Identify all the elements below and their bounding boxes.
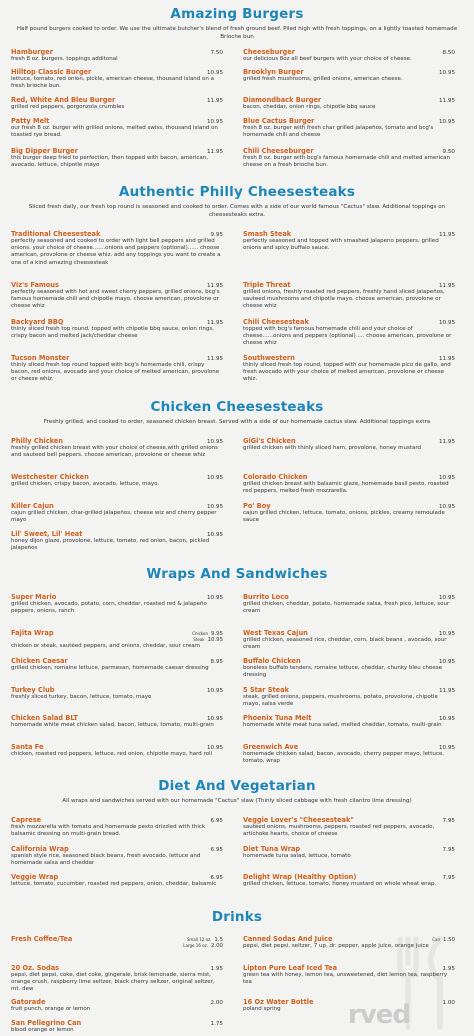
item-description: grilled red peppers, gorgonzola crumbles	[11, 104, 125, 110]
item-description: blood orange or lemon	[11, 1027, 74, 1033]
item-description: grilled chicken, avocado, potato, corn, cheddar, roasted red & jalapeño peppers, onions, ranch	[11, 601, 207, 615]
item-price: 10.95	[206, 716, 223, 722]
item-price: 6.95	[210, 847, 223, 853]
section-title-chicken-cheesesteaks: Chicken Cheesesteaks	[150, 399, 324, 415]
item-description: perfectly seasoned and topped with smashed jalapeno peppers, grilled onions and spicy buffalo sauce.	[243, 238, 439, 252]
item-name: Burrito Loco	[243, 593, 289, 601]
item-price: 7.95	[442, 847, 455, 853]
item-price: 11.95	[438, 688, 455, 694]
item-description: fresh 8 oz. burgers. toppings additonal	[11, 56, 118, 62]
item-name: Hamburger	[11, 48, 53, 56]
section-title-wraps: Wraps And Sandwiches	[146, 566, 328, 582]
item-price: 11.95	[438, 283, 455, 289]
item-name: Red, White And Bleu Burger	[11, 96, 116, 104]
menu-item	[11, 68, 223, 90]
item-name: Blue Cactus Burger	[243, 117, 315, 125]
item-description: this burger deep fried to perfection, then topped with bacon, american, avocado, lettuce, chipotle mayo	[11, 155, 209, 169]
menu-item	[243, 657, 455, 679]
section-intro-chicken-cheesesteaks: Freshly grilled, and cooked to order, seasoned chicken breast. Served with a side of our homemade cactus slaw. Additional toppings extra	[43, 419, 431, 425]
item-name: Gatorade	[11, 998, 46, 1006]
item-description: grilled chicken with thinly sliced ham, provolone, honey mustard	[243, 445, 422, 451]
item-name: Santa Fe	[11, 743, 44, 751]
item-price: 10.95	[438, 631, 455, 637]
item-name: Traditional Cheesesteak	[11, 230, 101, 238]
item-description: fresh 8 oz. burger with fresh char grilled jalapeños, tomato and bcg's homemade chili and cheese	[243, 125, 434, 139]
item-name: 5 Star Steak	[243, 686, 289, 694]
item-name: Buffalo Chicken	[243, 657, 301, 665]
item-description: homemade white meat chicken salad, bacon, lettuce, tomato, multi-grain	[11, 722, 214, 728]
item-price: 10.95	[438, 716, 455, 722]
price-option: Chicken 9.95	[192, 631, 223, 637]
section-title-cheesesteaks: Authentic Philly Cheesesteaks	[118, 184, 356, 200]
item-description: fruit punch, orange or lemon	[11, 1006, 91, 1012]
item-name: Delight Wrap (Healthy Option)	[243, 873, 357, 881]
item-description: freshly sliced turkey, bacon, lettuce, tomato, mayo	[11, 694, 152, 700]
menu-item	[11, 998, 223, 1013]
item-description: grilled chicken breast with balsamic glaze, homemade basil pesto, roasted red peppers, melted fresh mozzarella.	[243, 481, 449, 495]
item-name: Diet Tuna Wrap	[243, 845, 301, 853]
item-price: 7.50	[210, 50, 223, 56]
watermark-brand-text: rved	[348, 1000, 411, 1030]
item-description: boneless buffalo tenders, romaine lettuce, cheddar, chunky bleu cheese dressing	[243, 665, 443, 679]
item-price: 10.95	[206, 532, 223, 538]
item-description: our fresh 8 oz. burger with grilled onions, melted swiss, thousand island on toasted rye bread.	[11, 125, 218, 139]
menu-item	[243, 147, 455, 169]
item-name: Phoenix Tuna Melt	[243, 714, 312, 722]
item-price: 11.95	[206, 320, 223, 326]
item-description: grilled chicken, seasoned rice, cheddar, corn, black beans , avocado, sour cream	[243, 637, 447, 651]
item-name: Po' Boy	[243, 502, 271, 510]
item-description: fresh 8 oz. burger with bcg's famous homemade chili and melted american cheese on a fresh brioche bun.	[243, 155, 450, 169]
item-name: 20 Oz. Sodas	[11, 964, 60, 972]
section-title-burgers: Amazing Burgers	[170, 6, 304, 22]
menu-item	[243, 845, 455, 860]
section-title-diet: Diet And Vegetarian	[158, 778, 316, 794]
item-name: Triple Threat	[243, 281, 291, 289]
item-description: homemade chicken salad, bacon, avocado, cherry pepper mayo, lettuce, tomato, wrap	[243, 751, 444, 765]
item-price: 7.95	[442, 818, 455, 824]
menu-item	[11, 48, 223, 63]
item-price: 10.95	[438, 320, 455, 326]
menu-item	[243, 714, 455, 729]
item-price: 10.95	[438, 119, 455, 125]
menu-item	[243, 593, 455, 615]
item-name: Chicken Salad BLT	[11, 714, 78, 722]
item-price: 9.95	[210, 232, 223, 238]
menu-item	[243, 48, 455, 63]
menu-item	[11, 502, 223, 524]
item-name: Colorado Chicken	[243, 473, 308, 481]
item-description: thinly sliced fresh top round topped with bcg's homemade chili, crispy bacon, red onions, avocado and your choice of melted american, provolone or cheese whiz.	[11, 362, 220, 383]
menu-item	[11, 1019, 223, 1034]
item-description: grilled chicken, lettuce, tomato, honey mustard on whole wheat wrap.	[243, 881, 437, 887]
item-name: Patty Melt	[11, 117, 50, 125]
menu-item	[243, 502, 455, 524]
item-price: 7.95	[442, 875, 455, 881]
item-price: 6.95	[210, 875, 223, 881]
item-description: poland spring	[243, 1006, 281, 1012]
menu-item	[11, 318, 223, 340]
menu-item	[11, 230, 223, 267]
item-name: Killer Cajun	[11, 502, 54, 510]
item-description: thinly sliced fresh top round, topped with our homemade pico de gallo, and fresh avocado with your choice of melted american, provolone or cheese whiz.	[243, 362, 451, 383]
menu-item	[243, 629, 455, 651]
menu-item	[11, 437, 223, 459]
section-intro-diet: All wraps and sandwiches served with our homemade "Cactus" slaw (Thinly sliced cabbage with fresh cilantro lime dressing)	[62, 798, 412, 804]
menu-item	[243, 816, 455, 838]
item-price: 11.95	[438, 98, 455, 104]
item-name: Southwestern	[243, 354, 295, 362]
menu-item	[11, 743, 223, 758]
item-description: topped with bcg's famous homemade chili and your choice of cheese......onions and peppers (optional)..... choose american, provolone or cheese whiz	[243, 326, 452, 347]
menu-item	[243, 281, 455, 311]
menu-item	[243, 68, 455, 83]
item-name: Smash Steak	[243, 230, 292, 238]
price-option: Small 12 oz. 1.5	[186, 937, 223, 943]
menu-item	[243, 230, 455, 252]
item-name: Westchester Chicken	[11, 473, 89, 481]
item-price: 10.95	[438, 745, 455, 751]
menu-item	[11, 714, 223, 729]
menu-item	[11, 96, 223, 111]
item-name: Greenwich Ave	[243, 743, 299, 751]
item-description: lettuce, tomato, cucumber, roasted red peppers, onion, cheddar, balsamic	[11, 881, 217, 887]
item-description: bacon, cheddar, onion rings, chipotle bbq sauce	[243, 104, 376, 110]
item-price: 10.95	[206, 475, 223, 481]
menu-item	[11, 657, 223, 672]
item-price: 10.95	[438, 70, 455, 76]
item-name: San Pellegrino Can	[11, 1019, 82, 1027]
item-description: grilled chicken, crispy bacon, avocado, lettuce, mayo.	[11, 481, 160, 487]
item-name: Big Dipper Burger	[11, 147, 78, 155]
item-description: fresh mozzarella with tomato and homemade pesto drizzled with thick balsamic dressing on multi-grain bread.	[11, 824, 206, 838]
item-price: 10.95	[206, 119, 223, 125]
menu-item	[243, 743, 455, 765]
item-name: Tucson Monster	[11, 354, 70, 362]
item-price: 11.95	[206, 149, 223, 155]
item-price: 10.95	[206, 688, 223, 694]
item-name: Canned Sodas And Juice	[243, 935, 333, 943]
item-description: homemade tuna salad, lettuce, tomato	[243, 853, 351, 859]
item-price: 2.00	[210, 1000, 223, 1006]
item-name: Diamondback Burger	[243, 96, 322, 104]
item-price-options	[183, 937, 223, 949]
price-option: Steak 10.95	[193, 637, 223, 644]
item-name: West Texas Cajun	[243, 629, 308, 637]
item-name: Chili Cheesesteak	[243, 318, 309, 326]
item-name: Cheeseburger	[243, 48, 295, 56]
item-name: Brooklyn Burger	[243, 68, 304, 76]
item-name: Viz's Famous	[11, 281, 59, 289]
menu-item	[11, 593, 223, 615]
item-description: our delicious 8oz all beef burgers with your choice of cheese.	[243, 56, 412, 62]
item-price-options	[192, 631, 223, 643]
menu-item	[243, 473, 455, 495]
menu-item	[11, 873, 223, 888]
item-name: Veggie Wrap	[11, 873, 59, 881]
item-price: 10.95	[438, 595, 455, 601]
item-description: pepsi, diet pepsi, coke, diet coke, gingerale, brisk lemonade, sierra mist, orange crush, raspberry lime seltzer, black cherry seltzer, original seltzer, mt. dew	[11, 972, 215, 993]
item-price: 11.95	[206, 98, 223, 104]
menu-item	[11, 354, 223, 384]
menu-item	[11, 281, 223, 311]
item-description: homemade white meat tuna salad, melted cheddar, tomato, multi-grain	[243, 722, 442, 728]
menu-item	[243, 686, 455, 708]
item-price: 10.95	[206, 595, 223, 601]
item-price: 10.95	[206, 504, 223, 510]
item-description: cajun grilled chicken, lettuce, tomato, onions, pickles, creamy remoulade sauce	[243, 510, 445, 524]
menu-item	[11, 845, 223, 867]
item-price: 1.95	[210, 966, 223, 972]
item-price: 8.50	[442, 50, 455, 56]
item-description: grilled chicken, cheddar, potato, homemade salsa, fresh pico, lettuce, sour cream	[243, 601, 450, 615]
item-description: pepsi, diet pepsi, seltzer, 7 up, dr. pepper, apple juice, orange juice	[243, 943, 429, 950]
item-name: Lipton Pure Leaf Iced Tea	[243, 964, 338, 972]
item-price: 11.95	[206, 283, 223, 289]
menu-item	[243, 437, 455, 452]
item-description: freshly grilled chicken breast with your choice of cheese,with grilled onions and sauteed bell peppers. choose american, provolone or cheese whiz	[11, 445, 219, 459]
menu-item	[11, 964, 223, 994]
price-option: Can 1.50	[432, 937, 455, 943]
item-name: GiGi's Chicken	[243, 437, 296, 445]
item-name: Chicken Caesar	[11, 657, 68, 665]
menu-item	[11, 530, 223, 552]
item-description: perfectly seasoned and cooked to order with light bell peppers and grilled onions. your choice of cheese.......onions and peppers (optional)...... choose american, provolone or cheese whiz. add any toppings you want to create a one of a kind amazing cheesesteak	[11, 238, 221, 266]
menu-item	[243, 318, 455, 348]
item-description: grilled chicken, romaine lettuce, parmesan, homemade caesar dressing	[11, 665, 209, 671]
item-price: 10.95	[438, 659, 455, 665]
item-description: grilled onions, freshly roasted red peppers, freshly hand sliced jalapeños, sauteed mushrooms and chipotle mayo. choose american, provolone or cheese whiz	[243, 289, 445, 310]
item-price: 11.95	[438, 439, 455, 445]
section-intro-burgers: Half pound burgers cooked to order. We use the ultimate butcher's blend of fresh ground beef. Piled high with fresh toppings, on a lightly toasted homemade Brioche bun	[16, 26, 458, 40]
section-title-drinks: Drinks	[211, 909, 263, 925]
menu-item	[11, 147, 223, 169]
item-price: 11.95	[206, 356, 223, 362]
menu-item	[243, 96, 455, 111]
menu-item	[11, 117, 223, 139]
item-description: cajun grilled chicken, char-grilled jalapeños, cheese wiz and cherry pepper mayo	[11, 510, 217, 524]
item-price: 1.00	[442, 1000, 455, 1006]
menu-item	[11, 629, 223, 651]
item-name: Backyard BBQ	[11, 318, 64, 326]
item-name: Philly Chicken	[11, 437, 63, 445]
item-name: Veggie Lover's "Cheesesteak"	[243, 816, 354, 824]
section-intro-cheesesteaks: Sliced fresh daily, our fresh top round is seasoned and cooked to order. Comes with a side of our world famous "Cactus" slaw. Additional toppings on cheesesteaks extra.	[28, 204, 446, 218]
item-description: chicken or steak, sautéed peppers, and onions, cheddar, sour cream	[11, 643, 200, 650]
item-price: 1.95	[442, 966, 455, 972]
menu-item	[243, 873, 455, 888]
item-price: 11.95	[438, 232, 455, 238]
item-name: Chili Cheeseburger	[243, 147, 314, 155]
item-description: thinly sliced fresh top round, topped with chipotle bbq sauce, onion rings, crispy bacon and melted jack/cheddar cheese	[11, 326, 215, 340]
item-name: California Wrap	[11, 845, 69, 853]
item-price: 10.95	[438, 504, 455, 510]
item-description: perfectly seasoned with hot and sweet cherry peppers, grilled onions, bcg's famous homemade chili and chipotle mayo. choose american, provolone or cheese whiz	[11, 289, 220, 310]
item-description: green tea with honey, lemon tea, unsweetened, diet lemon tea, raspberry tea	[243, 972, 448, 986]
item-price: 10.95	[206, 745, 223, 751]
menu-item	[243, 354, 455, 384]
item-price: 1.75	[210, 1021, 223, 1027]
item-name: Caprese	[11, 816, 42, 824]
item-price: 10.95	[206, 70, 223, 76]
item-name: Hilltop Classic Burger	[11, 68, 92, 76]
item-name: Super Mario	[11, 593, 57, 601]
item-name: Fresh Coffee/Tea	[11, 935, 73, 943]
item-price: 10.95	[206, 439, 223, 445]
item-name: 16 Oz Water Bottle	[243, 998, 314, 1006]
item-description: honey dijon glaze, provolone, lettuce, tomato, red onion, bacon, pickled jalapeños	[11, 538, 210, 552]
menu-item	[11, 935, 223, 949]
item-description: sautéed onions, mushrooms, peppers, roasted red peppers, avocado, artichoke hearts, choice of cheese	[243, 824, 435, 838]
menu-item	[11, 473, 223, 488]
item-name: Lil' Sweet, Lil' Heat	[11, 530, 83, 538]
price-option: Large 16 oz. 2.00	[183, 943, 223, 950]
item-description: lettuce, tomato, red onion, pickle, american cheese, thousand island on a fresh brioche bun.	[11, 76, 215, 90]
item-price: 10.95	[438, 475, 455, 481]
menu-item	[243, 117, 455, 139]
item-price: 8.95	[210, 659, 223, 665]
item-price: 6.95	[210, 818, 223, 824]
item-price: 11.95	[438, 356, 455, 362]
item-name: Turkey Club	[11, 686, 55, 694]
item-description: chicken, roasted red peppers, lettuce, red onion, chipotle mayo, hard roll	[11, 751, 213, 757]
menu-item	[11, 816, 223, 838]
item-name: Fajita Wrap	[11, 629, 54, 637]
item-price: 9.50	[442, 149, 455, 155]
item-description: steak, grilled onions, peppers, mushrooms, potato, provolone, chipotle mayo, salsa verde	[243, 694, 438, 708]
menu-item	[11, 686, 223, 701]
item-description: spanish style rice, seasoned black beans, fresh avocado, lettuce and homemade salsa and cheddar	[11, 853, 201, 867]
item-description: grilled fresh mushrooms, grilled onions, american cheese.	[243, 76, 403, 82]
